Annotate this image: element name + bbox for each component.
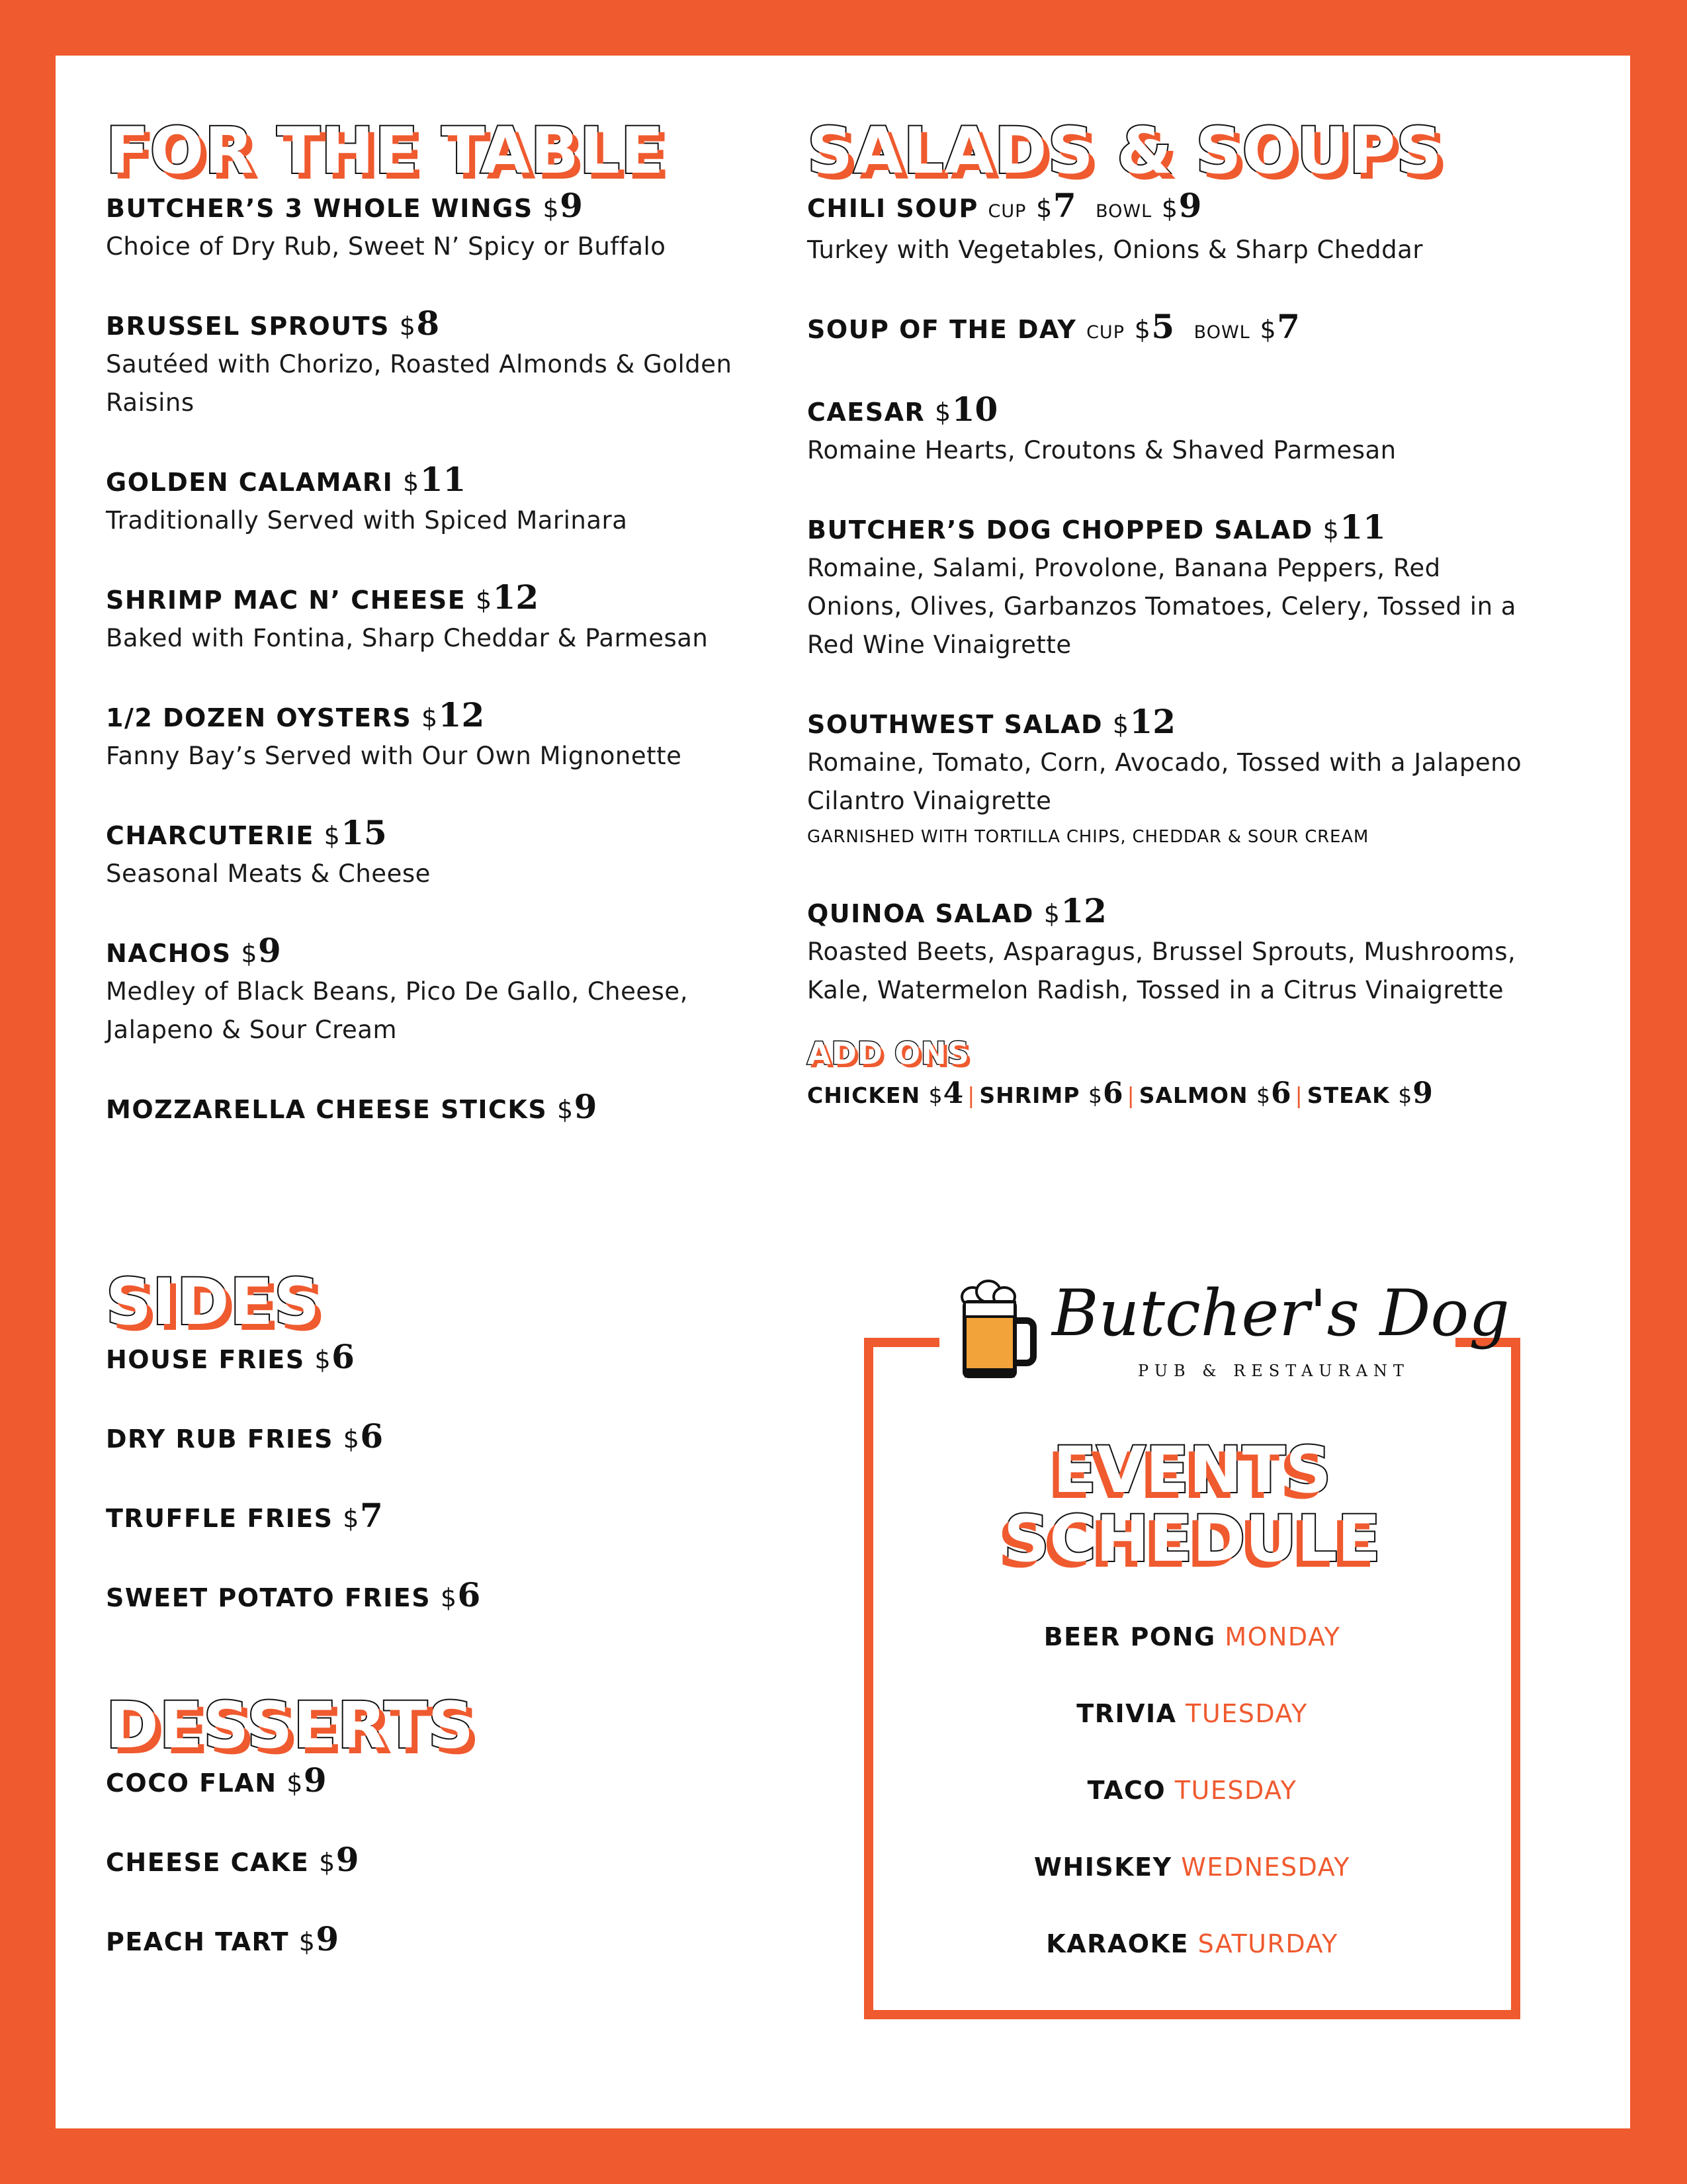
item-name: PEACH TART (106, 1927, 289, 1956)
cup-price: 5 (1151, 307, 1175, 346)
item-name: BUTCHER’S DOG CHOPPED SALAD (807, 515, 1313, 545)
addon-price: 6 (1102, 1076, 1123, 1110)
menu-item (106, 1417, 774, 1458)
item-name: SOUTHWEST SALAD (807, 710, 1103, 739)
currency-symbol: $ (1161, 194, 1179, 223)
currency-symbol: $ (1398, 1082, 1413, 1108)
menu-item (106, 1576, 774, 1617)
currency-symbol: $ (475, 586, 493, 615)
menu-item (106, 304, 774, 422)
event-day: MONDAY (1225, 1622, 1341, 1651)
currency-symbol: $ (324, 821, 341, 850)
currency-symbol: $ (319, 1848, 336, 1877)
beer-mug-icon (958, 1277, 1037, 1385)
events-title-line2: SCHEDULE (1004, 1502, 1381, 1576)
bowl-price: 9 (1178, 186, 1202, 225)
currency-symbol: $ (556, 1095, 574, 1124)
addon-name: STEAK (1307, 1082, 1390, 1108)
item-name: QUINOA SALAD (807, 899, 1034, 928)
addon-price: 4 (943, 1076, 964, 1110)
event-name: TRIVIA (1076, 1699, 1177, 1728)
menu-item (106, 460, 774, 540)
item-name: CHEESE CAKE (106, 1848, 310, 1877)
item-name: SHRIMP MAC N’ CHEESE (106, 586, 466, 615)
bowl-label: BOWL (1096, 201, 1152, 222)
item-price: 9 (574, 1087, 597, 1126)
item-description: Sautéed with Chorizo, Roasted Almonds & Golden Raisins (106, 350, 732, 417)
currency-symbol: $ (1260, 315, 1277, 344)
logo-tagline: PUB & RESTAURANT (1138, 1362, 1410, 1380)
logo-name: Butcher's Dog (1052, 1276, 1510, 1350)
event-item (864, 1925, 1520, 1963)
item-name: HOUSE FRIES (106, 1345, 305, 1374)
item-price: 6 (457, 1575, 481, 1614)
events-list (864, 1618, 1520, 2001)
item-name: SOUP OF THE DAY (807, 315, 1077, 344)
event-day: TUESDAY (1174, 1776, 1297, 1805)
separator: | (967, 1082, 976, 1108)
event-item (864, 1694, 1520, 1733)
desserts-section (106, 1688, 774, 1999)
section-title-add-ons: ADD ONS (807, 1035, 970, 1071)
item-description: Baked with Fontina, Sharp Cheddar & Parmesan (106, 624, 709, 652)
currency-symbol: $ (542, 194, 560, 223)
currency-symbol: $ (286, 1769, 304, 1798)
addon-name: SALMON (1139, 1082, 1248, 1108)
salads-soups-section (807, 114, 1541, 1114)
menu-item (106, 696, 774, 775)
event-name: KARAOKE (1046, 1929, 1189, 1958)
menu-item (106, 932, 774, 1049)
item-description: Romaine, Tomato, Corn, Avocado, Tossed with a Jalapeno Cilantro Vinaigrette (807, 748, 1522, 815)
bowl-label: BOWL (1193, 322, 1250, 343)
item-name: GOLDEN CALAMARI (106, 468, 394, 497)
for-the-table-section (106, 114, 774, 1167)
cup-label: CUP (988, 201, 1027, 222)
sides-section (106, 1265, 774, 1655)
currency-symbol: $ (1036, 194, 1053, 223)
menu-item (807, 508, 1541, 664)
currency-symbol: $ (1134, 315, 1152, 344)
event-day: WEDNESDAY (1181, 1853, 1350, 1882)
item-description: Turkey with Vegetables, Onions & Sharp Cheddar (807, 236, 1423, 264)
menu-item (106, 578, 774, 658)
item-description: Seasonal Meats & Cheese (106, 859, 431, 888)
currency-symbol: $ (440, 1583, 458, 1612)
currency-symbol: $ (241, 939, 258, 968)
item-name: CHARCUTERIE (106, 821, 314, 850)
item-price: 11 (1340, 507, 1386, 546)
item-price: 7 (359, 1496, 383, 1535)
currency-symbol: $ (1256, 1082, 1272, 1108)
currency-symbol: $ (343, 1504, 360, 1533)
item-name: DRY RUB FRIES (106, 1424, 333, 1454)
currency-symbol: $ (399, 312, 417, 341)
currency-symbol: $ (1112, 710, 1130, 739)
item-name: SWEET POTATO FRIES (106, 1583, 431, 1612)
currency-symbol: $ (403, 468, 420, 497)
item-name: CAESAR (807, 398, 926, 427)
item-description: Choice of Dry Rub, Sweet N’ Spicy or Buffalo (106, 232, 666, 261)
item-description: Romaine Hearts, Croutons & Shaved Parmesan (807, 436, 1397, 464)
item-description: Roasted Beets, Asparagus, Brussel Sprouts, Mushrooms, Kale, Watermelon Radish, Tossed in a Citrus Vinaigrette (807, 938, 1516, 1004)
item-name: 1/2 DOZEN OYSTERS (106, 703, 412, 732)
section-title-sides: SIDES (106, 1265, 321, 1339)
event-name: WHISKEY (1034, 1853, 1172, 1882)
item-name: BRUSSEL SPROUTS (106, 312, 390, 341)
event-item (864, 1848, 1520, 1886)
separator: | (1295, 1082, 1303, 1108)
item-name: COCO FLAN (106, 1769, 277, 1798)
item-price: 6 (331, 1337, 355, 1376)
item-price: 10 (951, 390, 998, 429)
events-title (864, 1433, 1520, 1576)
menu-item-chili-soup (807, 187, 1541, 269)
item-price: 11 (419, 460, 466, 499)
item-price: 9 (335, 1840, 359, 1879)
item-price: 12 (1129, 702, 1176, 741)
separator: | (1127, 1082, 1135, 1108)
events-title-line1: EVENTS (1053, 1433, 1332, 1507)
section-title-desserts: DESSERTS (106, 1688, 475, 1763)
item-description: Traditionally Served with Spiced Marinara (106, 506, 628, 535)
menu-item (106, 1497, 774, 1538)
menu-item (106, 1920, 774, 1961)
addon-name: SHRIMP (979, 1082, 1080, 1108)
add-ons (807, 1036, 1541, 1114)
currency-symbol: $ (298, 1927, 316, 1956)
menu-item (807, 390, 1541, 470)
item-price: 9 (560, 186, 583, 225)
currency-symbol: $ (935, 398, 952, 427)
menu-item (807, 892, 1541, 1010)
bowl-price: 7 (1277, 307, 1300, 346)
item-description: Fanny Bay’s Served with Our Own Mignonette (106, 742, 682, 770)
item-price: 8 (416, 304, 440, 343)
item-price: 9 (316, 1919, 339, 1958)
item-name: MOZZARELLA CHEESE STICKS (106, 1095, 548, 1124)
item-price: 12 (438, 695, 485, 734)
item-note: GARNISHED WITH TORTILLA CHIPS, CHEDDAR & SOUR CREAM (807, 827, 1369, 847)
section-title-for-the-table: FOR THE TABLE (106, 114, 665, 188)
item-price: 9 (303, 1761, 327, 1800)
addon-price: 9 (1412, 1076, 1433, 1110)
menu-item (106, 814, 774, 893)
event-item (864, 1618, 1520, 1656)
event-day: TUESDAY (1186, 1699, 1308, 1728)
item-name: CHILI SOUP (807, 194, 978, 223)
menu-item (106, 1841, 774, 1882)
item-name: NACHOS (106, 939, 232, 968)
cup-price: 7 (1053, 186, 1076, 225)
item-description: Medley of Black Beans, Pico De Gallo, Cheese, Jalapeno & Sour Cream (106, 977, 688, 1044)
item-price: 15 (341, 813, 387, 852)
event-day: SATURDAY (1197, 1929, 1338, 1958)
addon-name: CHICKEN (807, 1082, 921, 1108)
menu-item (807, 703, 1541, 853)
cup-label: CUP (1086, 322, 1125, 343)
currency-symbol: $ (1322, 515, 1340, 545)
item-price: 12 (1060, 891, 1107, 930)
menu-item (106, 187, 774, 266)
item-price: 9 (258, 931, 281, 970)
currency-symbol: $ (1043, 899, 1061, 928)
section-title-salads-soups: SALADS & SOUPS (807, 114, 1443, 188)
currency-symbol: $ (1088, 1082, 1103, 1108)
event-name: TACO (1087, 1776, 1166, 1805)
event-name: BEER PONG (1043, 1622, 1216, 1651)
item-price: 6 (360, 1417, 384, 1456)
item-name: TRUFFLE FRIES (106, 1504, 333, 1533)
addon-price: 6 (1271, 1076, 1291, 1110)
event-item (864, 1771, 1520, 1810)
currency-symbol: $ (421, 703, 439, 732)
currency-symbol: $ (314, 1345, 332, 1374)
item-price: 12 (492, 578, 539, 617)
currency-symbol: $ (343, 1424, 361, 1454)
menu-item-soup-of-the-day (807, 308, 1541, 352)
menu-item (106, 1338, 774, 1379)
currency-symbol: $ (928, 1082, 943, 1108)
item-name: BUTCHER’S 3 WHOLE WINGS (106, 194, 533, 223)
menu-item (106, 1761, 774, 1802)
menu-item (106, 1088, 774, 1129)
item-description: Romaine, Salami, Provolone, Banana Peppers, Red Onions, Olives, Garbanzos Tomatoes, Celery, Tossed in a Red Wine Vinaigrette (807, 554, 1516, 659)
